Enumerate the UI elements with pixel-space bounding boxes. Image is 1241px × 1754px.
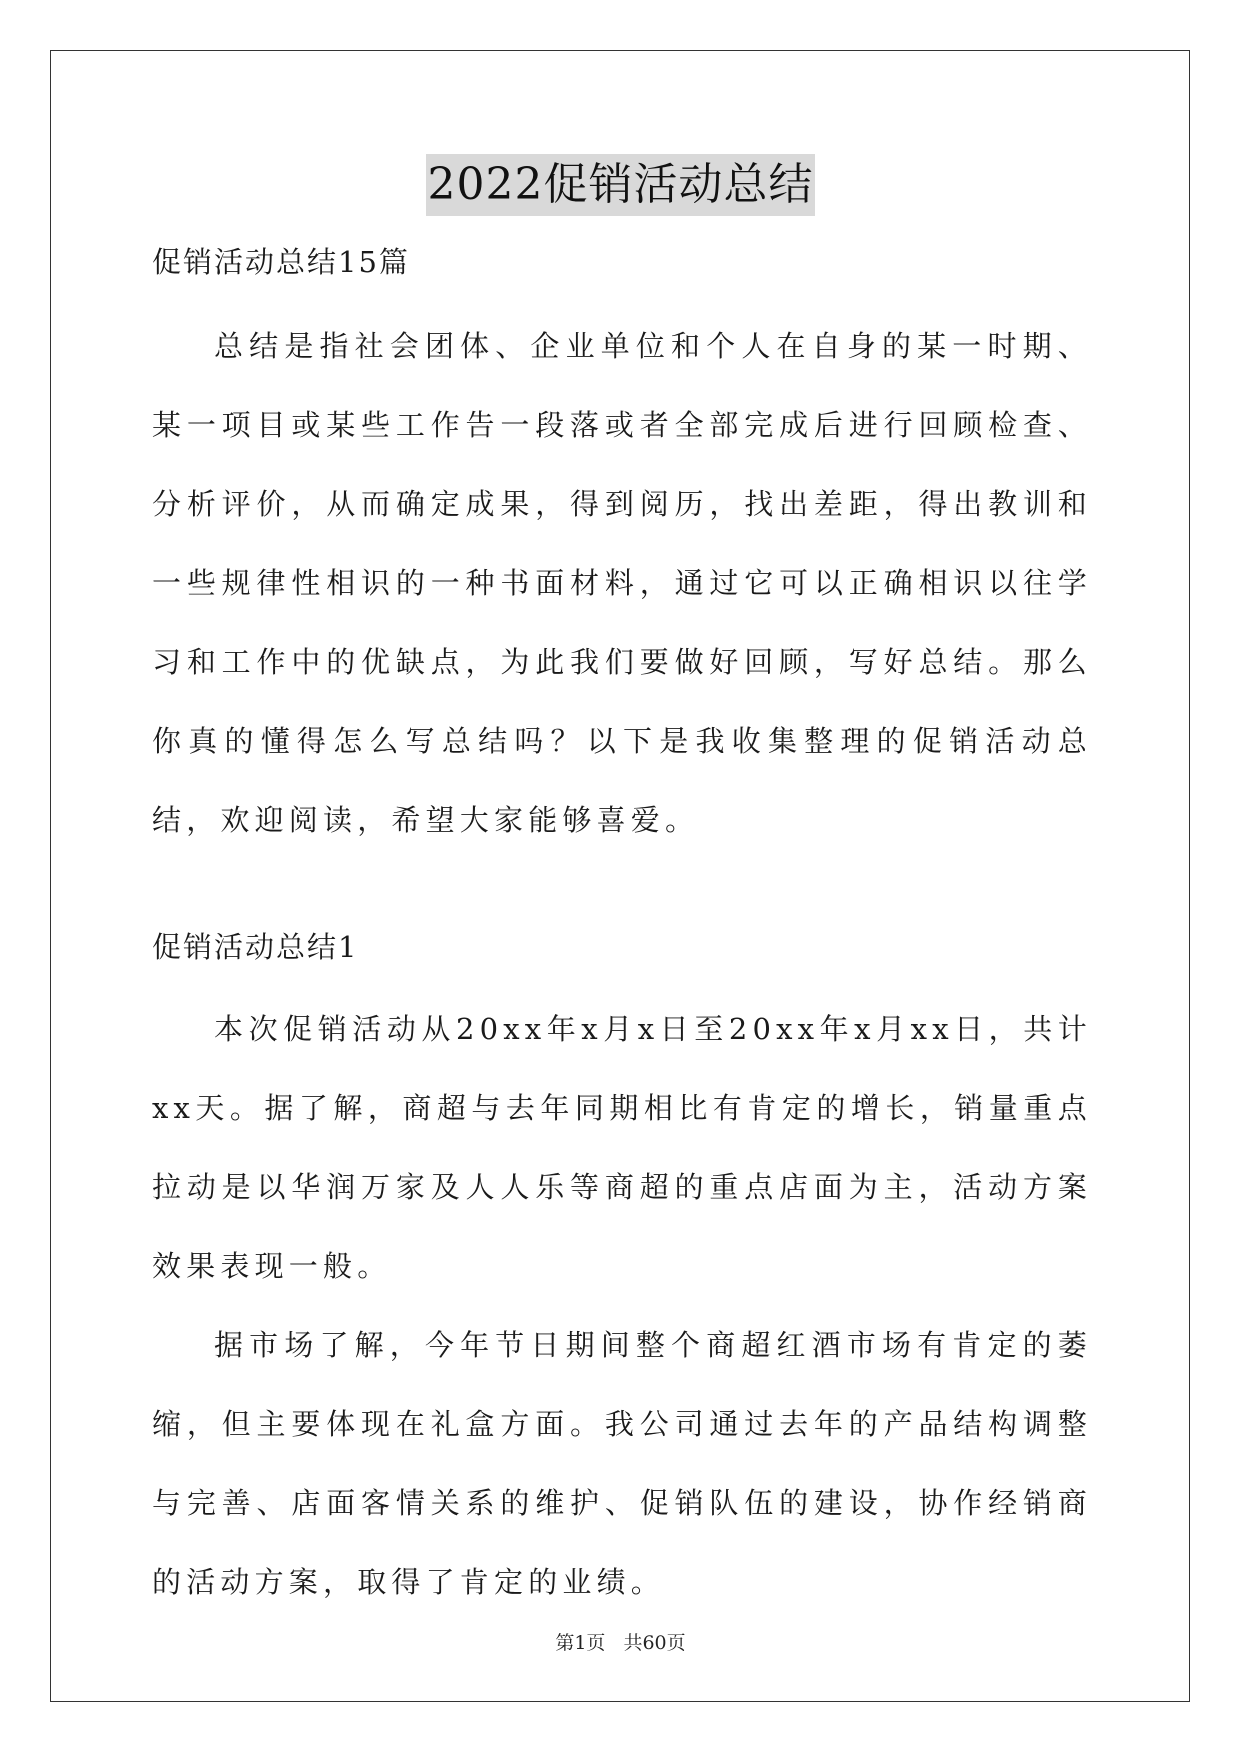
body-paragraph: 本次促销活动从20xx年x月x日至20xx年x月xx日，共计xx天。据了解，商超与去年同期相比有肯定的增长，销量重点拉动是以华润万家及人人乐等商超的重点店面为主，活动方案效果表现一般。 [152,1012,1092,1283]
document-title: 2022促销活动总结 [426,154,816,216]
document-body [152,230,1092,1599]
section-heading: 促销活动总结1 [152,930,359,964]
title-container [0,154,1241,216]
body-paragraph: 据市场了解，今年节日期间整个商超红酒市场有肯定的萎缩，但主要体现在礼盒方面。我公司通过去年的产品结构调整与完善、店面客情关系的维护、促销队伍的建设，协作经销商的活动方案，取得了肯定的业绩。 [152,1328,1092,1599]
subtitle-heading: 促销活动总结15篇 [152,245,410,279]
intro-paragraph: 总结是指社会团体、企业单位和个人在自身的某一时期、某一项目或某些工作告一段落或者全部完成后进行回顾检查、分析评价，从而确定成果，得到阅历，找出差距，得出教训和一些规律性相识的一种书面材料，通过它可以正确相识以往学习和工作中的优缺点，为此我们要做好回顾，写好总结。那么你真的懂得怎么写总结吗？以下是我收集整理的促销活动总结，欢迎阅读，希望大家能够喜爱。 [152,329,1092,837]
page-footer: 第1页 共60页 [555,1632,686,1654]
section-body [152,990,1092,1622]
